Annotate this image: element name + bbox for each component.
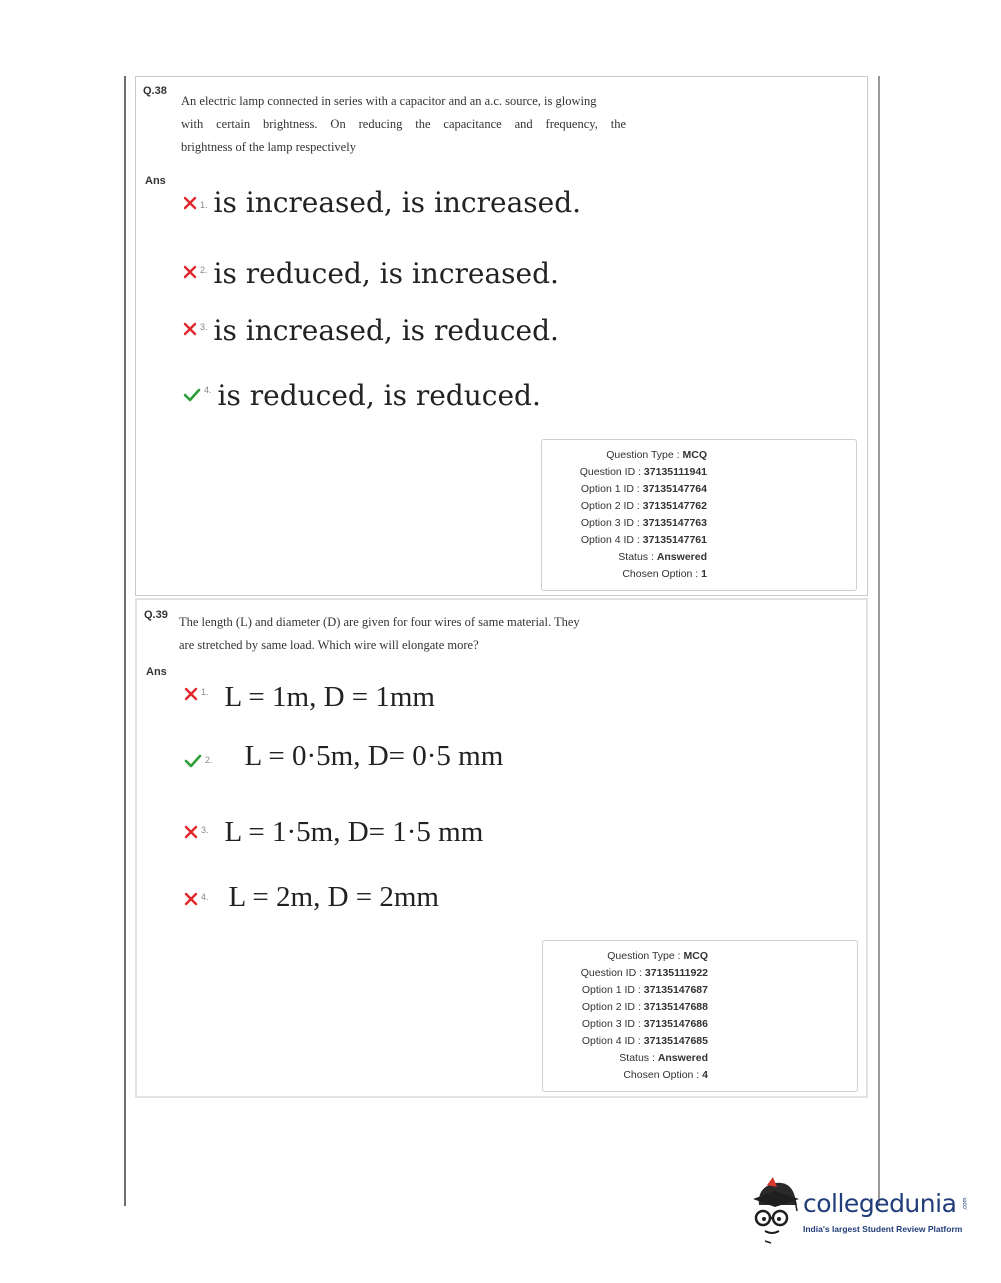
- info-row: Option 1 ID : 37135147764: [580, 483, 707, 495]
- info-row: Option 2 ID : 37135147688: [581, 1001, 708, 1013]
- page-frame-left: [124, 76, 126, 1206]
- question-info-panel: [542, 940, 858, 1092]
- option-1: [184, 682, 435, 712]
- wrong-cross-icon: [183, 322, 197, 340]
- option-text: L = 2m, D = 2mm: [228, 881, 439, 913]
- info-row: Option 4 ID : 37135147685: [581, 1035, 708, 1047]
- correct-check-icon: [183, 388, 201, 406]
- option-number: 4.: [204, 385, 212, 395]
- option-1: [183, 188, 581, 218]
- mascot-icon: [745, 1175, 803, 1245]
- question-block-39: [135, 598, 868, 1098]
- option-text: is increased, is reduced.: [213, 314, 559, 347]
- option-4: [183, 381, 541, 411]
- info-row: Status : Answered: [618, 551, 707, 563]
- option-number: 3.: [200, 322, 208, 332]
- page-frame-right: [878, 76, 880, 1206]
- question-number: Q.38: [143, 85, 167, 97]
- logo-wordmark: collegedunia: [803, 1189, 957, 1218]
- option-number: 2.: [200, 265, 208, 275]
- option-number: 2.: [205, 755, 213, 765]
- info-row: Option 3 ID : 37135147686: [581, 1018, 708, 1030]
- option-number: 4.: [201, 892, 209, 902]
- option-text: is reduced, is reduced.: [217, 379, 541, 412]
- info-row: Status : Answered: [619, 1052, 708, 1064]
- info-row: Question Type : MCQ: [607, 950, 708, 962]
- option-text: L = 1m, D = 1mm: [224, 681, 435, 713]
- option-text: is increased, is increased.: [213, 186, 582, 219]
- option-3: [184, 817, 483, 847]
- ans-label: Ans: [146, 666, 167, 678]
- question-block-38: [135, 76, 868, 596]
- info-row: Question ID : 37135111922: [580, 967, 708, 979]
- ans-label: Ans: [145, 175, 166, 187]
- wrong-cross-icon: [184, 687, 198, 705]
- option-text: is reduced, is increased.: [213, 257, 559, 290]
- option-text: L = 1·5m, D= 1·5 mm: [224, 816, 484, 848]
- info-row: Question ID : 37135111941: [579, 466, 707, 478]
- option-2: [184, 741, 503, 772]
- option-3: [183, 316, 559, 346]
- collegedunia-logo: [745, 1175, 985, 1245]
- wrong-cross-icon: [184, 892, 198, 910]
- option-2: [183, 259, 559, 289]
- option-number: 1.: [200, 200, 208, 210]
- question-number: Q.39: [144, 609, 168, 621]
- question-text-line: with certain brightness. On reducing the capacitance and frequency, the: [181, 117, 626, 131]
- info-row: Option 4 ID : 37135147761: [580, 534, 707, 546]
- info-row: Question Type : MCQ: [606, 449, 707, 461]
- logo-tagline: India's largest Student Review Platform: [803, 1224, 963, 1234]
- option-number: 3.: [201, 825, 209, 835]
- question-text-line: brightness of the lamp respectively: [181, 140, 356, 154]
- option-4: [184, 882, 439, 912]
- question-text-line: are stretched by same load. Which wire will elongate more?: [179, 638, 479, 652]
- correct-check-icon: [184, 754, 202, 772]
- question-text-line: The length (L) and diameter (D) are given for four wires of same material. They: [179, 615, 580, 629]
- info-row: Option 3 ID : 37135147763: [580, 517, 707, 529]
- option-text: L = 0·5m, D= 0·5 mm: [244, 740, 504, 772]
- info-row: Option 1 ID : 37135147687: [581, 984, 708, 996]
- wrong-cross-icon: [183, 196, 197, 214]
- logo-com: .com: [962, 1197, 969, 1211]
- info-row: Chosen Option : 1: [622, 568, 707, 580]
- question-text-line: An electric lamp connected in series with a capacitor and an a.c. source, is glowing: [181, 94, 597, 108]
- option-number: 1.: [201, 687, 209, 697]
- question-info-panel: [541, 439, 857, 591]
- info-row: Chosen Option : 4: [623, 1069, 708, 1081]
- wrong-cross-icon: [183, 265, 197, 283]
- wrong-cross-icon: [184, 825, 198, 843]
- info-row: Option 2 ID : 37135147762: [580, 500, 707, 512]
